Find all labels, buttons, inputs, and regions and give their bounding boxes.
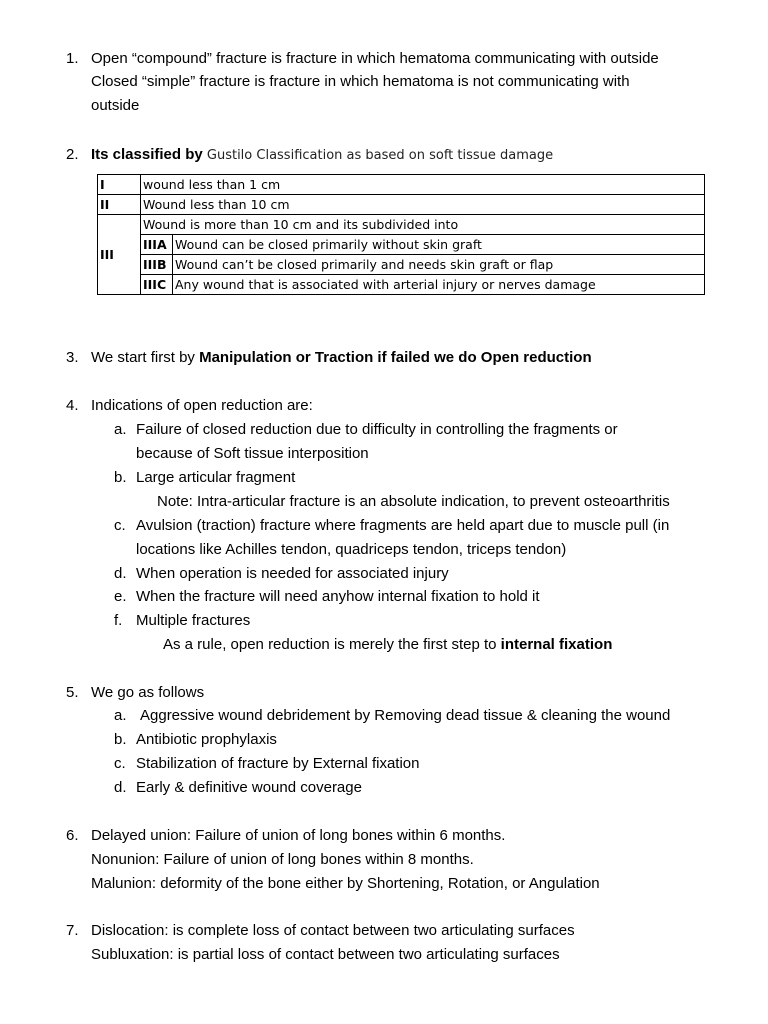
- subgrade-cell: IIIB: [141, 255, 173, 275]
- item-number-3: 3.: [66, 349, 79, 366]
- step-b: Antibiotic prophylaxis: [136, 731, 277, 748]
- rule-pre: As a rule, open reduction is merely the first step to: [163, 636, 497, 653]
- classification-intro: [91, 145, 553, 166]
- indication-b-note: Note: Intra-articular fracture is an absolute indication, to prevent osteoarthritis: [157, 493, 670, 510]
- subgrade-description: Wound can be closed primarily without skin graft: [173, 235, 705, 255]
- subgrade-description: Wound can’t be closed primarily and needs skin graft or flap: [173, 255, 705, 275]
- grade-cell: I: [98, 175, 141, 195]
- table-row: [98, 195, 705, 215]
- classification-intro-rest: Gustilo Classification as based on soft tissue damage: [206, 148, 554, 163]
- list-marker-e: e.: [114, 588, 127, 605]
- gustilo-table: [97, 174, 705, 295]
- step-c: Stabilization of fracture by External fixation: [136, 755, 420, 772]
- item-number-2: 2.: [66, 146, 79, 163]
- subgrade-description: Any wound that is associated with arterial injury or nerves damage: [173, 275, 705, 295]
- classification-intro-bold: Its classified by: [91, 146, 203, 163]
- item-number-1: 1.: [66, 50, 79, 67]
- list-marker-f: f.: [114, 612, 123, 629]
- list-marker-c: c.: [114, 755, 126, 772]
- grade-description: Wound less than 10 cm: [141, 195, 705, 215]
- delayed-union-definition: Delayed union: Failure of union of long bones within 6 months.: [91, 827, 506, 844]
- first-step-line: [91, 348, 592, 368]
- grade-cell: III: [98, 215, 141, 295]
- subgrade-cell: IIIA: [141, 235, 173, 255]
- indication-d: When operation is needed for associated injury: [136, 565, 449, 582]
- indications-title: Indications of open reduction are:: [91, 397, 313, 414]
- malunion-definition: Malunion: deformity of the bone either by Shortening, Rotation, or Angulation: [91, 875, 600, 892]
- indication-e: When the fracture will need anyhow internal fixation to hold it: [136, 588, 540, 605]
- item-number-6: 6.: [66, 827, 79, 844]
- indication-b: Large articular fragment: [136, 469, 296, 486]
- dislocation-definition: Dislocation: is complete loss of contact between two articulating surfaces: [91, 922, 575, 939]
- table-row: [98, 215, 705, 235]
- first-step-pre: We start first by: [91, 349, 195, 366]
- list-marker-a: a.: [114, 421, 127, 438]
- table-row: [98, 235, 705, 255]
- rule-bold: internal fixation: [500, 636, 613, 653]
- indication-a: Failure of closed reduction due to difficulty in controlling the fragments or: [136, 421, 618, 438]
- indication-c-cont: locations like Achilles tendon, quadriceps tendon, triceps tendon): [136, 541, 567, 558]
- table-row: [98, 275, 705, 295]
- step-d: Early & definitive wound coverage: [136, 779, 362, 796]
- grade-cell: II: [98, 195, 141, 215]
- nonunion-definition: Nonunion: Failure of union of long bones within 8 months.: [91, 851, 474, 868]
- list-marker-b: b.: [114, 469, 127, 486]
- subgrade-cell: IIIC: [141, 275, 173, 295]
- grade-description: Wound is more than 10 cm and its subdivided into: [141, 215, 705, 235]
- step-a: Aggressive wound debridement by Removing dead tissue & cleaning the wound: [140, 707, 671, 724]
- grade-description: wound less than 1 cm: [141, 175, 705, 195]
- item-number-4: 4.: [66, 397, 79, 414]
- item-number-7: 7.: [66, 922, 79, 939]
- item-number-5: 5.: [66, 684, 79, 701]
- list-marker-c: c.: [114, 517, 126, 534]
- list-marker-d: d.: [114, 779, 127, 796]
- indication-f: Multiple fractures: [136, 612, 251, 629]
- table-row: [98, 255, 705, 275]
- table-row: [98, 175, 705, 195]
- closed-fracture-definition-cont: outside: [91, 97, 140, 114]
- indication-a-cont: because of Soft tissue interposition: [136, 445, 369, 462]
- steps-title: We go as follows: [91, 684, 205, 701]
- subluxation-definition: Subluxation: is partial loss of contact between two articulating surfaces: [91, 946, 560, 963]
- list-marker-a: a.: [114, 707, 127, 724]
- rule-line: [163, 635, 612, 655]
- indication-c: Avulsion (traction) fracture where fragments are held apart due to muscle pull (in: [136, 517, 670, 534]
- open-fracture-definition: Open “compound” fracture is fracture in which hematoma communicating with outside: [91, 50, 659, 67]
- list-marker-b: b.: [114, 731, 127, 748]
- first-step-bold: Manipulation or Traction if failed we do Open reduction: [199, 349, 592, 366]
- closed-fracture-definition: Closed “simple” fracture is fracture in which hematoma is not communicating with: [91, 73, 630, 90]
- list-marker-d: d.: [114, 565, 127, 582]
